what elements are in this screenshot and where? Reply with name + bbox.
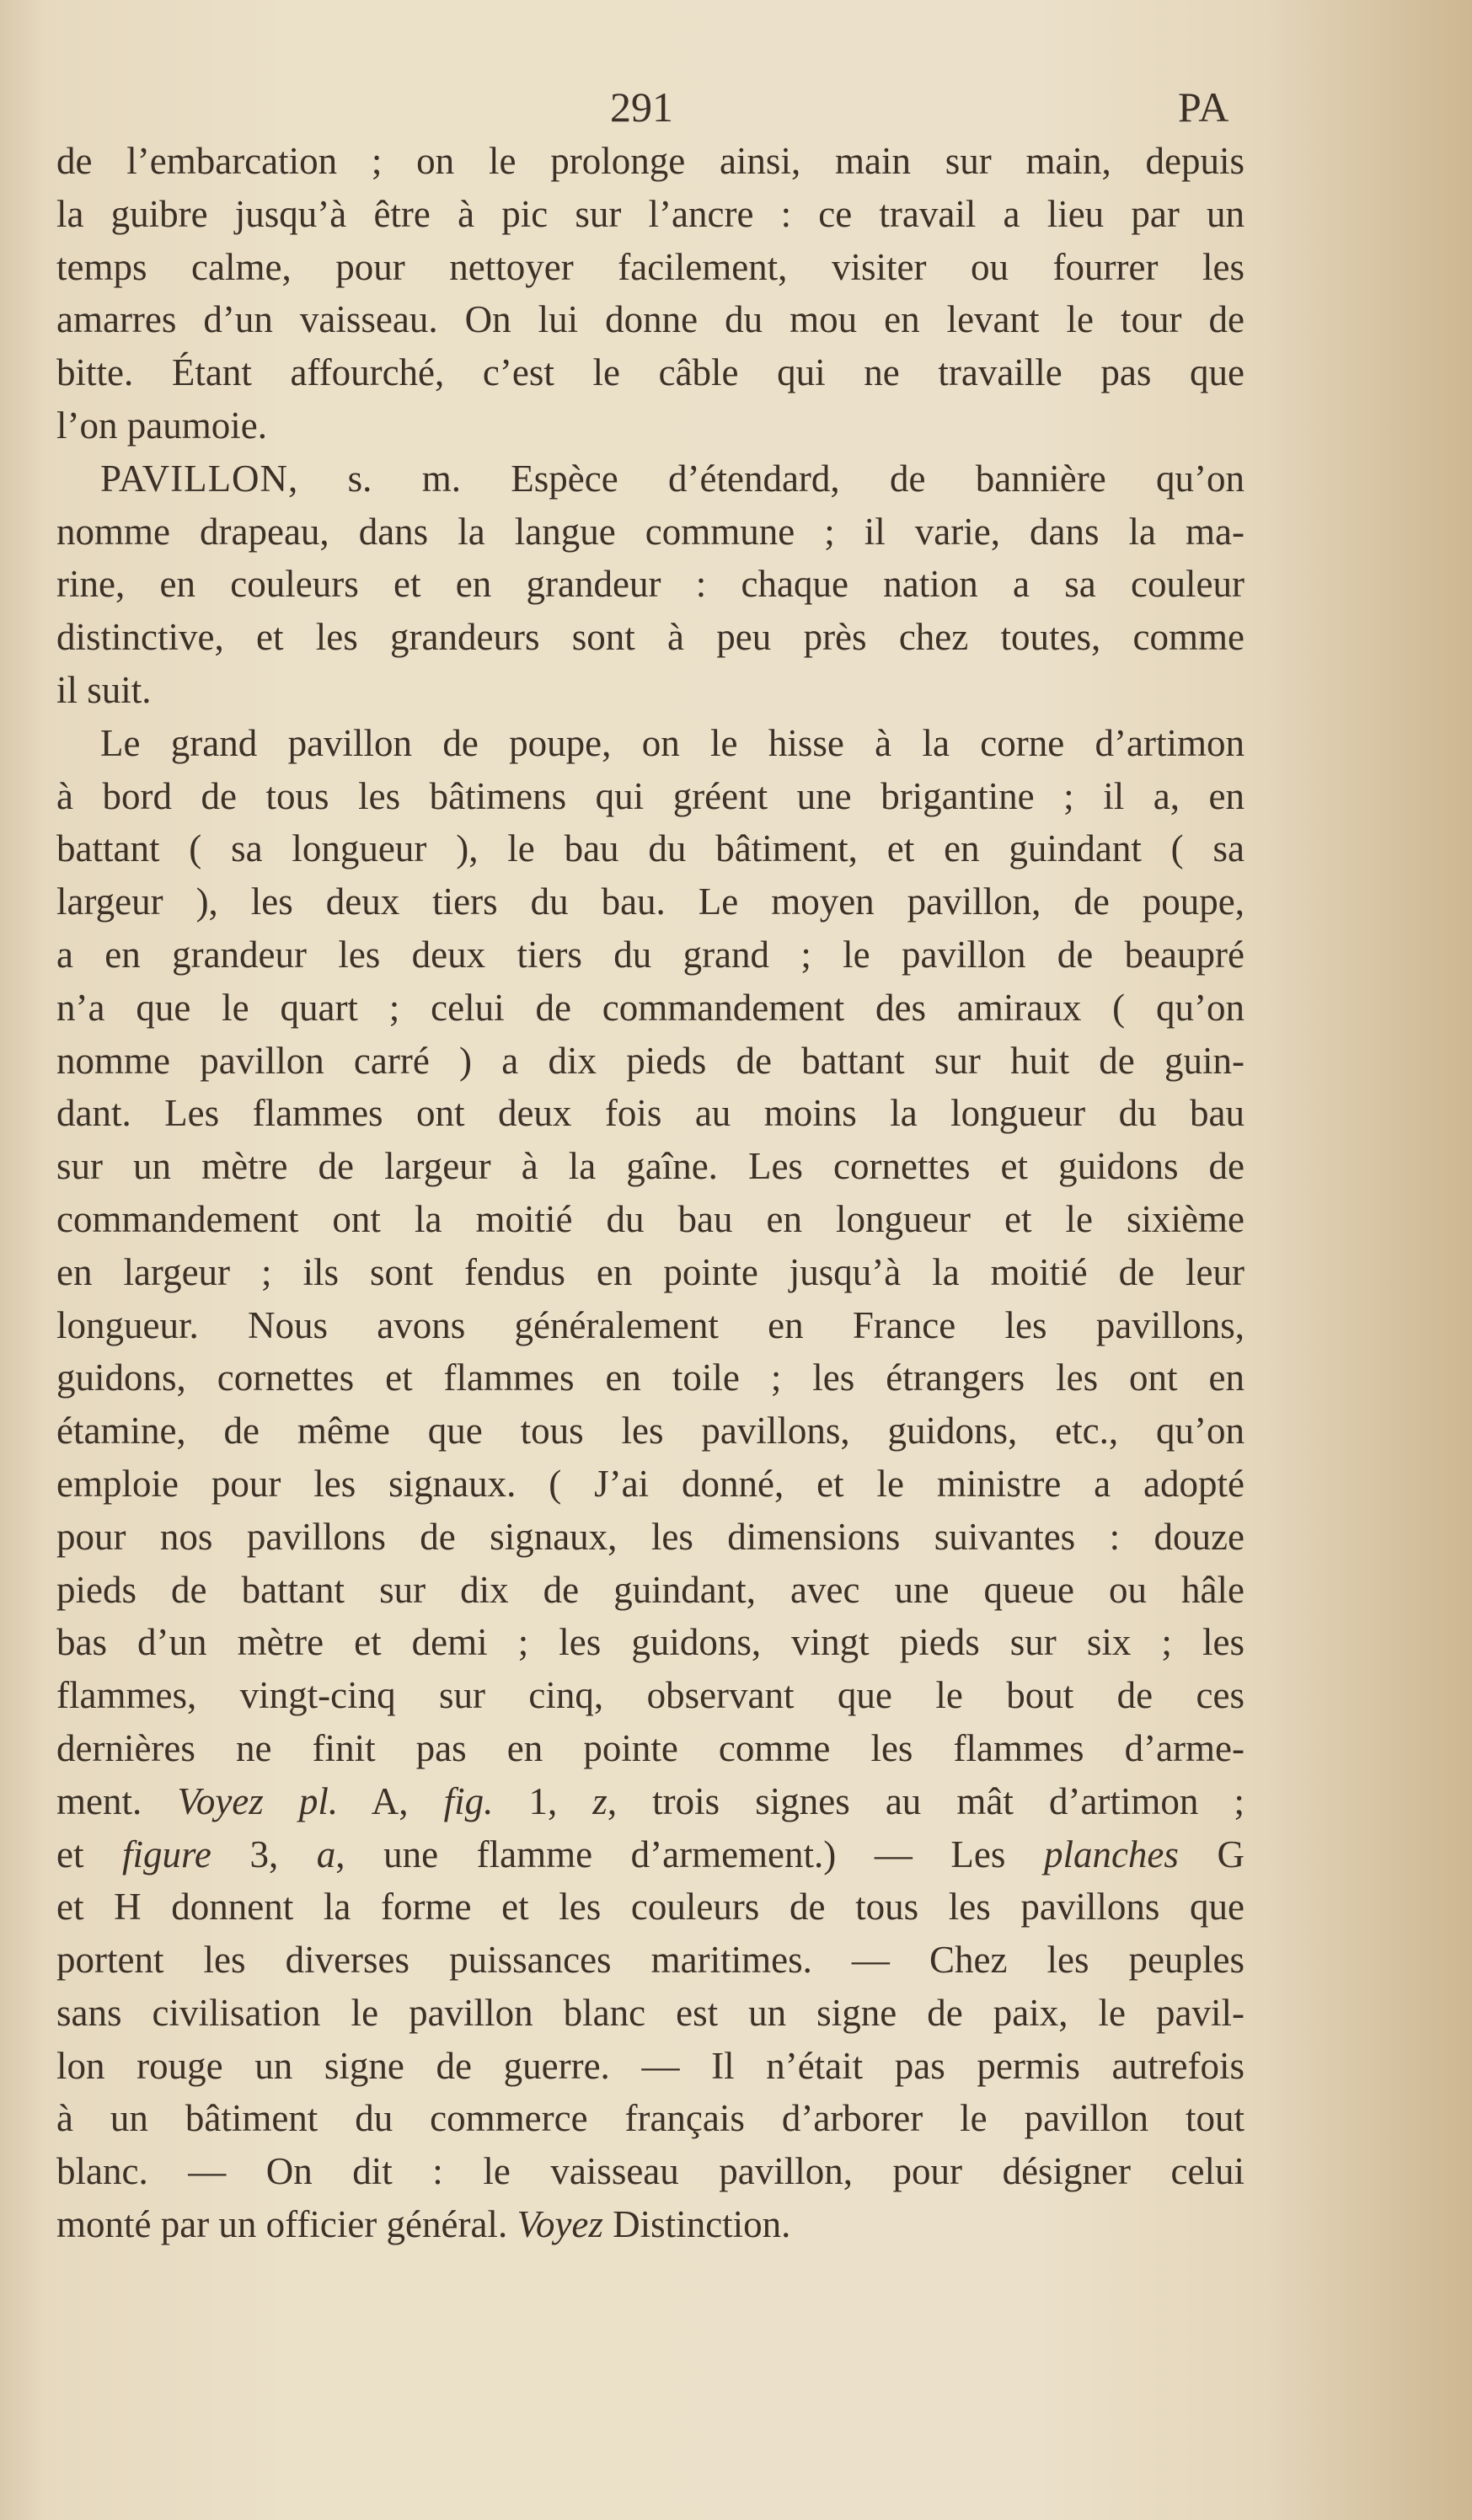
text-segment: nomme drapeau, dans la langue commune ; il varie, dans la ma-	[56, 510, 1245, 553]
text-line	[56, 770, 1245, 823]
text-segment: rine, en couleurs et en grandeur : chaque nation a sa couleur	[56, 563, 1245, 606]
page-body-text	[56, 135, 1245, 2251]
text-segment: amarres d’un vaisseau. On lui donne du mou en levant le tour de	[56, 298, 1245, 341]
text-line	[56, 452, 1245, 506]
text-segment: lon rouge un signe de guerre. — Il n’était pas permis autrefois	[56, 2044, 1245, 2087]
italic-text: planches	[1043, 1832, 1179, 1875]
headword: PAVILLON	[100, 457, 289, 500]
text-line	[56, 822, 1245, 875]
italic-text: Voyez pl.	[177, 1779, 339, 1822]
page-number: 291	[610, 83, 673, 131]
text-line	[56, 1934, 1245, 1987]
text-line	[56, 293, 1245, 346]
text-line	[56, 1564, 1245, 1617]
text-segment: bitte. Étant affourché, c’est le câble qui ne travaille pas que	[56, 351, 1245, 394]
text-line	[56, 2145, 1245, 2198]
text-line	[56, 2040, 1245, 2093]
text-line	[56, 1193, 1245, 1246]
text-line	[56, 188, 1245, 241]
text-line	[56, 506, 1245, 559]
text-line	[56, 1616, 1245, 1669]
italic-text: z	[592, 1779, 608, 1822]
text-line	[56, 1299, 1245, 1352]
text-segment: sans civilisation le pavillon blanc est un signe de paix, le pavil-	[56, 1991, 1245, 2034]
text-segment: il suit.	[56, 668, 152, 711]
text-segment: et	[56, 1832, 123, 1875]
text-segment: , trois signes au mât d’artimon ;	[607, 1779, 1245, 1822]
text-segment: Distinction.	[602, 2203, 791, 2246]
text-line	[56, 1087, 1245, 1140]
text-line	[56, 241, 1245, 294]
text-segment: G	[1178, 1832, 1245, 1875]
text-segment: étamine, de même que tous les pavillons, guidons, etc., qu’on	[56, 1410, 1245, 1453]
text-segment: de l’embarcation ; on le prolonge ainsi, main sur main, depuis	[56, 140, 1245, 182]
text-segment: , une flamme d’armement.) — Les	[335, 1832, 1044, 1875]
text-segment: portent les diverses puissances maritimes. — Chez les peuples	[56, 1939, 1245, 1982]
text-segment: à bord de tous les bâtimens qui gréent une brigantine ; il a, en	[56, 774, 1245, 817]
text-line	[56, 1351, 1245, 1404]
text-line	[56, 1828, 1245, 1881]
text-line	[56, 875, 1245, 928]
text-line	[56, 1775, 1245, 1828]
text-segment: 3,	[211, 1832, 317, 1875]
text-line	[56, 1722, 1245, 1775]
text-segment: bas d’un mètre et demi ; les guidons, vingt pieds sur six ; les	[56, 1621, 1245, 1664]
text-line	[56, 717, 1245, 770]
text-line	[56, 558, 1245, 611]
text-line	[56, 1881, 1245, 1934]
text-line	[56, 611, 1245, 664]
text-line	[56, 1458, 1245, 1511]
italic-text: fig.	[443, 1779, 494, 1822]
italic-text: Voyez	[517, 2203, 603, 2246]
text-line	[56, 346, 1245, 399]
text-segment: sur un mètre de largeur à la gaîne. Les cornettes et guidons de	[56, 1145, 1245, 1188]
text-segment: l’on paumoie.	[56, 404, 267, 447]
text-segment: en largeur ; ils sont fendus en pointe jusqu’à la moitié de leur	[56, 1250, 1245, 1293]
running-head: PA	[1178, 83, 1230, 131]
italic-text: figure	[122, 1832, 211, 1875]
text-segment: emploie pour les signaux. ( J’ai donné, et le ministre a adopté	[56, 1462, 1245, 1505]
text-segment: la guibre jusqu’à être à pic sur l’ancre : ce travail a lieu par un	[56, 192, 1245, 235]
text-segment: blanc. — On dit : le vaisseau pavillon, pour désigner celui	[56, 2150, 1245, 2193]
text-segment: pour nos pavillons de signaux, les dimensions suivantes : douze	[56, 1515, 1245, 1558]
text-line	[56, 2198, 1245, 2251]
text-line	[56, 982, 1245, 1035]
text-line	[56, 1511, 1245, 1564]
text-line	[56, 928, 1245, 982]
text-segment: a en grandeur les deux tiers du grand ; le pavillon de beaupré	[56, 933, 1245, 976]
text-line	[56, 1035, 1245, 1088]
text-segment: temps calme, pour nettoyer facilement, visiter ou fourrer les	[56, 245, 1245, 288]
text-segment: , s. m. Espèce d’étendard, de bannière qu’on	[288, 457, 1245, 500]
text-line	[56, 135, 1245, 188]
text-segment: dant. Les flammes ont deux fois au moins la longueur du bau	[56, 1092, 1245, 1135]
text-segment: 1,	[493, 1779, 593, 1822]
text-line	[56, 1246, 1245, 1299]
text-segment: et H donnent la forme et les couleurs de tous les pavillons que	[56, 1886, 1245, 1929]
text-segment: battant ( sa longueur ), le bau du bâtiment, et en guindant ( sa	[56, 827, 1245, 870]
text-line	[56, 664, 1245, 717]
text-line	[56, 399, 1245, 452]
text-segment: A,	[338, 1779, 444, 1822]
text-segment: n’a que le quart ; celui de commandement des amiraux ( qu’on	[56, 986, 1245, 1029]
text-line	[56, 1987, 1245, 2040]
text-segment: dernières ne finit pas en pointe comme les flammes d’arme-	[56, 1726, 1245, 1769]
text-segment: à un bâtiment du commerce français d’arborer le pavillon tout	[56, 2097, 1245, 2140]
text-segment: monté par un officier général.	[56, 2203, 517, 2246]
text-segment: distinctive, et les grandeurs sont à peu près chez toutes, comme	[56, 616, 1245, 659]
text-segment: commandement ont la moitié du bau en longueur et le sixième	[56, 1197, 1245, 1240]
text-segment: guidons, cornettes et flammes en toile ; les étrangers les ont en	[56, 1356, 1245, 1399]
text-line	[56, 1669, 1245, 1722]
text-line	[56, 1404, 1245, 1458]
text-segment: ment.	[56, 1779, 178, 1822]
text-segment: Le grand pavillon de poupe, on le hisse à la corne d’artimon	[100, 721, 1245, 764]
text-segment: largeur ), les deux tiers du bau. Le moyen pavillon, de poupe,	[56, 880, 1245, 923]
text-line	[56, 2092, 1245, 2145]
text-segment: flammes, vingt-cinq sur cinq, observant que le bout de ces	[56, 1674, 1245, 1717]
text-segment: longueur. Nous avons généralement en France les pavillons,	[56, 1303, 1245, 1346]
italic-text: a	[316, 1832, 336, 1875]
text-line	[56, 1140, 1245, 1193]
text-segment: nomme pavillon carré ) a dix pieds de battant sur huit de guin-	[56, 1039, 1245, 1082]
text-segment: pieds de battant sur dix de guindant, avec une queue ou hâle	[56, 1568, 1245, 1611]
